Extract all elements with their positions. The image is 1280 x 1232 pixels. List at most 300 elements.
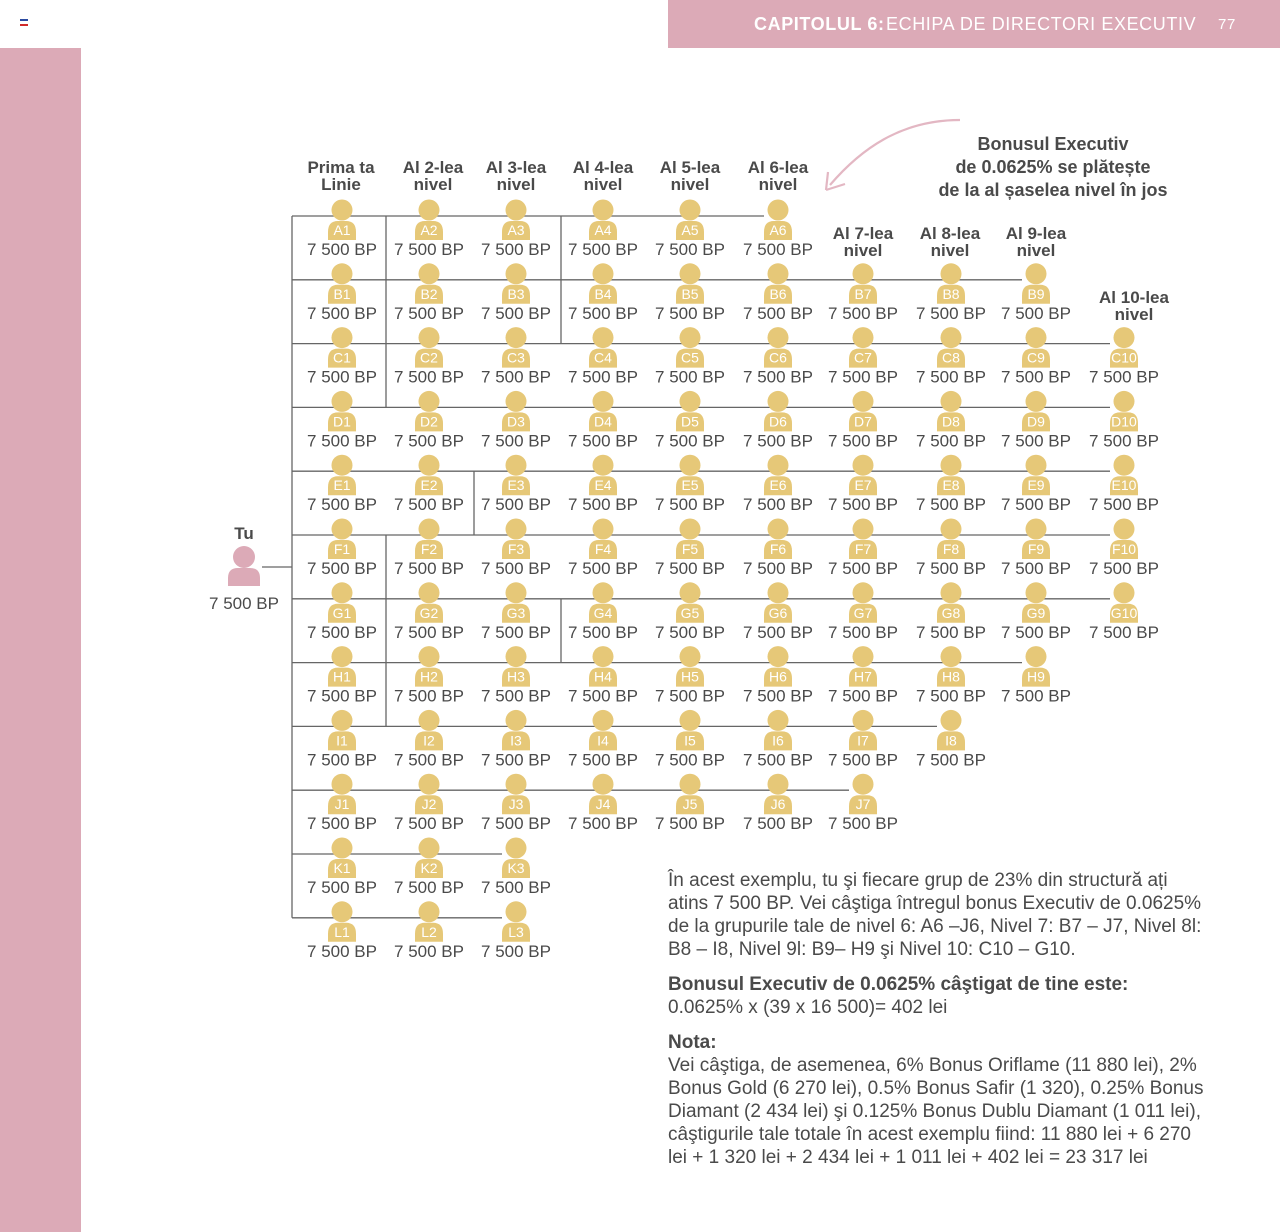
- member-bp: 7 500 BP: [916, 431, 986, 451]
- member-code: D8: [942, 413, 960, 430]
- member-bp: 7 500 BP: [655, 814, 725, 834]
- person-head-icon: [768, 710, 789, 731]
- member-code: H5: [681, 668, 699, 685]
- person-head-icon: [853, 774, 874, 795]
- member-code: G8: [941, 604, 961, 621]
- member-bp: 7 500 BP: [394, 686, 464, 706]
- member-code: D5: [681, 413, 699, 430]
- member-bp: 7 500 BP: [481, 240, 551, 259]
- member-code: L1: [334, 923, 350, 940]
- person-head-icon: [1114, 455, 1135, 476]
- member-bp: 7 500 BP: [394, 750, 464, 770]
- member-code: G3: [506, 604, 526, 621]
- member-bp: 7 500 BP: [1001, 622, 1071, 642]
- person-head-icon: [419, 455, 440, 476]
- person-head-icon: [593, 391, 614, 412]
- member-code: B8: [942, 285, 960, 302]
- member-bp: 7 500 BP: [307, 303, 377, 323]
- member-bp: 7 500 BP: [481, 367, 551, 387]
- person-head-icon: [419, 200, 440, 221]
- member-bp: 7 500 BP: [568, 622, 638, 642]
- level-label-10: Al 10-lea nivel: [1099, 288, 1169, 324]
- member-code: F5: [681, 541, 699, 557]
- member-bp: 7 500 BP: [481, 941, 551, 961]
- level-label-8: Al 8-lea nivel: [919, 224, 981, 260]
- person-head-icon: [1026, 455, 1047, 476]
- person-head-icon: [506, 582, 527, 603]
- member-bp: 7 500 BP: [655, 431, 725, 451]
- member-code: H1: [333, 668, 351, 685]
- member-bp: 7 500 BP: [655, 622, 725, 642]
- person-head-icon: [1026, 646, 1047, 667]
- member-bp: 7 500 BP: [481, 814, 551, 834]
- person-head-icon: [853, 646, 874, 667]
- member-code: J1: [334, 796, 350, 813]
- person-head-icon: [853, 582, 874, 603]
- member-bp: 7 500 BP: [1001, 559, 1071, 578]
- person-head-icon: [332, 455, 353, 476]
- member-bp: 7 500 BP: [394, 814, 464, 834]
- member-code: J3: [508, 796, 524, 813]
- member-bp: 7 500 BP: [307, 814, 377, 834]
- person-head-icon: [680, 582, 701, 603]
- member-code: F1: [333, 541, 351, 557]
- person-head-icon: [419, 582, 440, 603]
- person-head-icon: [506, 263, 527, 284]
- person-head-icon: [680, 710, 701, 731]
- person-head-icon: [332, 519, 353, 540]
- person-head-icon: [506, 519, 527, 540]
- person-head-icon: [941, 455, 962, 476]
- person-head-icon: [768, 327, 789, 348]
- person-head-icon: [680, 646, 701, 667]
- member-code: I7: [857, 732, 869, 749]
- member-code: D10: [1111, 413, 1137, 430]
- person-head-icon: [768, 519, 789, 540]
- person-head-icon: [1114, 519, 1135, 540]
- member-code: E3: [507, 477, 525, 494]
- person-head-icon: [680, 200, 701, 221]
- member-bp: 7 500 BP: [307, 750, 377, 770]
- member-bp: 7 500 BP: [1089, 559, 1159, 578]
- member-code: F2: [420, 541, 438, 557]
- member-bp: 7 500 BP: [394, 941, 464, 961]
- member-code: J6: [770, 796, 786, 813]
- member-bp: 7 500 BP: [828, 367, 898, 387]
- member-bp: 7 500 BP: [743, 559, 813, 578]
- person-head-icon: [941, 391, 962, 412]
- person-head-icon: [680, 391, 701, 412]
- member-code: D1: [333, 413, 351, 430]
- person-head-icon: [332, 263, 353, 284]
- member-code: F4: [594, 541, 612, 557]
- person-head-icon: [506, 391, 527, 412]
- person-head-icon: [332, 200, 353, 221]
- you-head-icon: [233, 546, 255, 568]
- member-code: G4: [593, 604, 613, 621]
- bonus-note: Bonusul Executiv de 0.0625% se plătește de la al șaselea nivel în jos: [938, 134, 1168, 200]
- member-bp: 7 500 BP: [568, 303, 638, 323]
- person-head-icon: [506, 455, 527, 476]
- member-bp: 7 500 BP: [916, 495, 986, 515]
- person-head-icon: [419, 774, 440, 795]
- member-bp: 7 500 BP: [481, 495, 551, 515]
- person-head-icon: [506, 901, 527, 922]
- member-bp: 7 500 BP: [481, 559, 551, 578]
- member-bp: 7 500 BP: [916, 367, 986, 387]
- person-head-icon: [506, 646, 527, 667]
- person-head-icon: [941, 327, 962, 348]
- person-head-icon: [593, 710, 614, 731]
- member-bp: 7 500 BP: [1001, 686, 1071, 706]
- person-head-icon: [853, 519, 874, 540]
- member-code: I4: [597, 732, 609, 749]
- member-bp: 7 500 BP: [828, 750, 898, 770]
- person-head-icon: [332, 901, 353, 922]
- you-label: Tu: [234, 524, 254, 543]
- member-code: H7: [854, 668, 872, 685]
- member-code: E4: [594, 477, 612, 494]
- member-code: J5: [682, 796, 698, 813]
- member-code: K2: [420, 860, 438, 876]
- member-bp: 7 500 BP: [1089, 622, 1159, 642]
- member-bp: 7 500 BP: [1089, 367, 1159, 387]
- chapter-title: ECHIPA DE DIRECTORI EXECUTIV: [886, 14, 1197, 34]
- member-bp: 7 500 BP: [828, 303, 898, 323]
- member-bp: 7 500 BP: [916, 750, 986, 770]
- member-code: E7: [854, 477, 872, 494]
- member-code: H8: [942, 668, 960, 685]
- person-head-icon: [680, 455, 701, 476]
- member-code: L3: [508, 923, 524, 940]
- member-bp: 7 500 BP: [568, 814, 638, 834]
- member-code: H9: [1027, 668, 1045, 685]
- member-code: G10: [1110, 604, 1138, 621]
- member-bp: 7 500 BP: [655, 750, 725, 770]
- member-bp: 7 500 BP: [307, 367, 377, 387]
- person-head-icon: [941, 519, 962, 540]
- person-head-icon: [768, 200, 789, 221]
- member-code: F10: [1111, 541, 1137, 557]
- person-head-icon: [680, 774, 701, 795]
- member-code: F6: [769, 541, 787, 557]
- member-code: K1: [333, 860, 351, 876]
- member-bp: 7 500 BP: [916, 622, 986, 642]
- member-bp: 7 500 BP: [394, 431, 464, 451]
- member-code: F9: [1027, 541, 1045, 557]
- level-label-3: Al 3-lea nivel: [485, 158, 547, 194]
- member-bp: 7 500 BP: [743, 240, 813, 259]
- nota-text: Vei câştiga, de asemenea, 6% Bonus Oriflame (11 880 lei), 2% Bonus Gold (6 270 lei), 0.5% Bonus Safir (1 320), 0.25% Bonus Diamant (2 434 lei) şi 0.125% Bonus Dublu Diamant (1 011 lei), câştigurile tale totale în acest exemplu fiind: 11 880 lei + 6 270 lei + 1 320 lei + 2 434 lei + 1 011 lei + 402 lei = 23 317 lei: [668, 1055, 1204, 1168]
- person-head-icon: [419, 391, 440, 412]
- level-label-6: Al 6-lea nivel: [747, 158, 809, 194]
- person-head-icon: [419, 327, 440, 348]
- person-head-icon: [332, 327, 353, 348]
- person-head-icon: [680, 263, 701, 284]
- member-bp: 7 500 BP: [481, 622, 551, 642]
- member-bp: 7 500 BP: [394, 303, 464, 323]
- member-code: A3: [507, 222, 525, 238]
- bonus-calculation: 0.0625% x (39 x 16 500)= 402 lei: [668, 997, 948, 1018]
- member-code: B1: [333, 285, 351, 302]
- member-bp: 7 500 BP: [743, 367, 813, 387]
- person-head-icon: [332, 582, 353, 603]
- member-code: L2: [421, 923, 437, 940]
- nota-heading: Nota:: [668, 1032, 717, 1053]
- member-code: A1: [333, 222, 351, 238]
- member-code: D6: [769, 413, 787, 430]
- member-code: E6: [769, 477, 787, 494]
- member-bp: 7 500 BP: [394, 622, 464, 642]
- member-code: B2: [420, 285, 438, 302]
- member-code: E2: [420, 477, 438, 494]
- member-bp: 7 500 BP: [743, 814, 813, 834]
- person-head-icon: [1026, 263, 1047, 284]
- member-code: G2: [419, 604, 439, 621]
- member-bp: 7 500 BP: [828, 495, 898, 515]
- person-head-icon: [853, 263, 874, 284]
- member-bp: 7 500 BP: [394, 878, 464, 897]
- member-code: B6: [769, 285, 787, 302]
- page-number: 77: [1218, 16, 1236, 33]
- member-code: F7: [854, 541, 872, 557]
- person-head-icon: [1114, 327, 1135, 348]
- member-code: C3: [507, 349, 525, 366]
- bonus-heading: Bonusul Executiv de 0.0625% câştigat de tine este:: [668, 974, 1129, 995]
- person-head-icon: [593, 200, 614, 221]
- member-bp: 7 500 BP: [828, 431, 898, 451]
- member-bp: 7 500 BP: [828, 814, 898, 834]
- person-head-icon: [593, 582, 614, 603]
- member-bp: 7 500 BP: [828, 559, 898, 578]
- member-code: H4: [594, 668, 612, 685]
- person-head-icon: [941, 582, 962, 603]
- person-head-icon: [593, 519, 614, 540]
- member-code: G9: [1026, 604, 1046, 621]
- person-head-icon: [593, 455, 614, 476]
- member-bp: 7 500 BP: [481, 431, 551, 451]
- person-head-icon: [1026, 327, 1047, 348]
- member-code: A4: [594, 222, 612, 238]
- member-code: I1: [336, 732, 348, 749]
- member-bp: 7 500 BP: [307, 686, 377, 706]
- member-bp: 7 500 BP: [481, 878, 551, 897]
- member-bp: 7 500 BP: [568, 431, 638, 451]
- member-bp: 7 500 BP: [481, 686, 551, 706]
- person-head-icon: [768, 391, 789, 412]
- member-code: C6: [769, 349, 787, 366]
- person-head-icon: [332, 646, 353, 667]
- member-bp: 7 500 BP: [481, 750, 551, 770]
- member-code: C5: [681, 349, 699, 366]
- member-bp: 7 500 BP: [1001, 367, 1071, 387]
- member-code: H2: [420, 668, 438, 685]
- member-code: E1: [333, 477, 351, 494]
- member-bp: 7 500 BP: [655, 367, 725, 387]
- person-head-icon: [593, 774, 614, 795]
- member-bp: 7 500 BP: [655, 559, 725, 578]
- member-code: K3: [507, 860, 525, 876]
- arrow-head-icon: [826, 172, 845, 190]
- member-code: A6: [769, 222, 787, 238]
- person-head-icon: [853, 327, 874, 348]
- member-code: D3: [507, 413, 525, 430]
- member-code: D2: [420, 413, 438, 430]
- member-code: C4: [594, 349, 612, 366]
- person-head-icon: [853, 391, 874, 412]
- member-bp: 7 500 BP: [307, 240, 377, 259]
- person-head-icon: [593, 263, 614, 284]
- person-head-icon: [593, 327, 614, 348]
- member-bp: 7 500 BP: [828, 622, 898, 642]
- person-head-icon: [332, 710, 353, 731]
- person-head-icon: [506, 327, 527, 348]
- person-head-icon: [1026, 391, 1047, 412]
- person-head-icon: [680, 327, 701, 348]
- member-code: J4: [595, 796, 611, 813]
- member-code: C2: [420, 349, 438, 366]
- member-bp: 7 500 BP: [307, 431, 377, 451]
- member-code: D7: [854, 413, 872, 430]
- example-paragraph: În acest exemplu, tu şi fiecare grup de 23% din structură ați atins 7 500 BP. Vei câştiga întregul bonus Executiv de 0.0625% de la grupurile tale de nivel 6: A6 –J6, Nivel 7: B7 – J7, Nivel 8l: B8 – I8, Nivel 9l: B9– H9 şi Nivel 10: C10 – G10.: [668, 870, 1202, 960]
- member-code: A5: [681, 222, 699, 238]
- person-head-icon: [853, 710, 874, 731]
- member-code: C8: [942, 349, 960, 366]
- member-bp: 7 500 BP: [394, 367, 464, 387]
- member-bp: 7 500 BP: [307, 941, 377, 961]
- member-code: I5: [684, 732, 696, 749]
- member-code: G5: [680, 604, 700, 621]
- person-head-icon: [419, 263, 440, 284]
- level-label-5: Al 5-lea nivel: [659, 158, 721, 194]
- member-bp: 7 500 BP: [394, 559, 464, 578]
- member-bp: 7 500 BP: [1001, 431, 1071, 451]
- member-bp: 7 500 BP: [743, 686, 813, 706]
- member-bp: 7 500 BP: [916, 686, 986, 706]
- member-bp: 7 500 BP: [743, 622, 813, 642]
- person-head-icon: [1114, 391, 1135, 412]
- person-head-icon: [1026, 519, 1047, 540]
- level-label-4: Al 4-lea nivel: [572, 158, 634, 194]
- member-code: D4: [594, 413, 612, 430]
- member-code: E9: [1027, 477, 1045, 494]
- member-bp: 7 500 BP: [568, 686, 638, 706]
- person-head-icon: [1114, 582, 1135, 603]
- person-head-icon: [332, 838, 353, 859]
- level-label-7: Al 7-lea nivel: [832, 224, 894, 260]
- person-head-icon: [506, 838, 527, 859]
- member-code: F3: [507, 541, 525, 557]
- member-code: B3: [507, 285, 525, 302]
- person-head-icon: [768, 646, 789, 667]
- member-bp: 7 500 BP: [568, 495, 638, 515]
- person-head-icon: [853, 455, 874, 476]
- member-bp: 7 500 BP: [307, 622, 377, 642]
- member-code: E5: [681, 477, 699, 494]
- person-head-icon: [419, 838, 440, 859]
- person-head-icon: [419, 901, 440, 922]
- member-bp: 7 500 BP: [655, 495, 725, 515]
- member-code: C1: [333, 349, 351, 366]
- member-code: C10: [1111, 349, 1137, 366]
- level-label-1: Prima ta Linie: [307, 158, 375, 194]
- person-head-icon: [768, 455, 789, 476]
- chapter-label: CAPITOLUL 6:: [754, 14, 885, 34]
- member-bp: 7 500 BP: [916, 559, 986, 578]
- member-bp: 7 500 BP: [916, 303, 986, 323]
- person-head-icon: [941, 646, 962, 667]
- member-bp: 7 500 BP: [307, 878, 377, 897]
- member-code: J7: [855, 796, 871, 813]
- member-bp: 7 500 BP: [655, 303, 725, 323]
- member-bp: 7 500 BP: [655, 240, 725, 259]
- person-head-icon: [1026, 582, 1047, 603]
- person-head-icon: [332, 391, 353, 412]
- person-head-icon: [506, 200, 527, 221]
- person-head-icon: [680, 519, 701, 540]
- member-code: F8: [942, 541, 960, 557]
- member-code: I2: [423, 732, 435, 749]
- you-bp: 7 500 BP: [209, 594, 279, 613]
- member-code: B7: [854, 285, 872, 302]
- member-bp: 7 500 BP: [307, 495, 377, 515]
- person-head-icon: [506, 774, 527, 795]
- member-code: E8: [942, 477, 960, 494]
- person-head-icon: [332, 774, 353, 795]
- member-code: I8: [945, 732, 957, 749]
- member-code: I3: [510, 732, 522, 749]
- member-bp: 7 500 BP: [568, 750, 638, 770]
- member-bp: 7 500 BP: [743, 303, 813, 323]
- person-head-icon: [768, 582, 789, 603]
- member-code: I6: [772, 732, 784, 749]
- member-bp: 7 500 BP: [1001, 303, 1071, 323]
- person-head-icon: [768, 263, 789, 284]
- member-code: B9: [1027, 285, 1045, 302]
- person-head-icon: [768, 774, 789, 795]
- member-code: D9: [1027, 413, 1045, 430]
- member-code: G6: [768, 604, 788, 621]
- member-bp: 7 500 BP: [481, 303, 551, 323]
- person-head-icon: [506, 710, 527, 731]
- member-bp: 7 500 BP: [394, 495, 464, 515]
- member-code: J2: [421, 796, 437, 813]
- member-code: B4: [594, 285, 612, 302]
- you-body-icon: [228, 568, 260, 586]
- member-bp: 7 500 BP: [743, 495, 813, 515]
- member-code: H3: [507, 668, 525, 685]
- member-bp: 7 500 BP: [568, 240, 638, 259]
- member-bp: 7 500 BP: [394, 240, 464, 259]
- person-head-icon: [419, 646, 440, 667]
- member-code: G1: [332, 604, 352, 621]
- person-head-icon: [419, 519, 440, 540]
- member-bp: 7 500 BP: [743, 431, 813, 451]
- member-bp: 7 500 BP: [1089, 431, 1159, 451]
- member-bp: 7 500 BP: [568, 559, 638, 578]
- person-head-icon: [941, 263, 962, 284]
- person-head-icon: [419, 710, 440, 731]
- member-code: H6: [769, 668, 787, 685]
- member-bp: 7 500 BP: [743, 750, 813, 770]
- member-bp: 7 500 BP: [828, 686, 898, 706]
- member-code: C9: [1027, 349, 1045, 366]
- level-label-2: Al 2-lea nivel: [402, 158, 464, 194]
- member-bp: 7 500 BP: [1089, 495, 1159, 515]
- level-label-9: Al 9-lea nivel: [1005, 224, 1067, 260]
- member-code: G7: [853, 604, 873, 621]
- member-code: C7: [854, 349, 872, 366]
